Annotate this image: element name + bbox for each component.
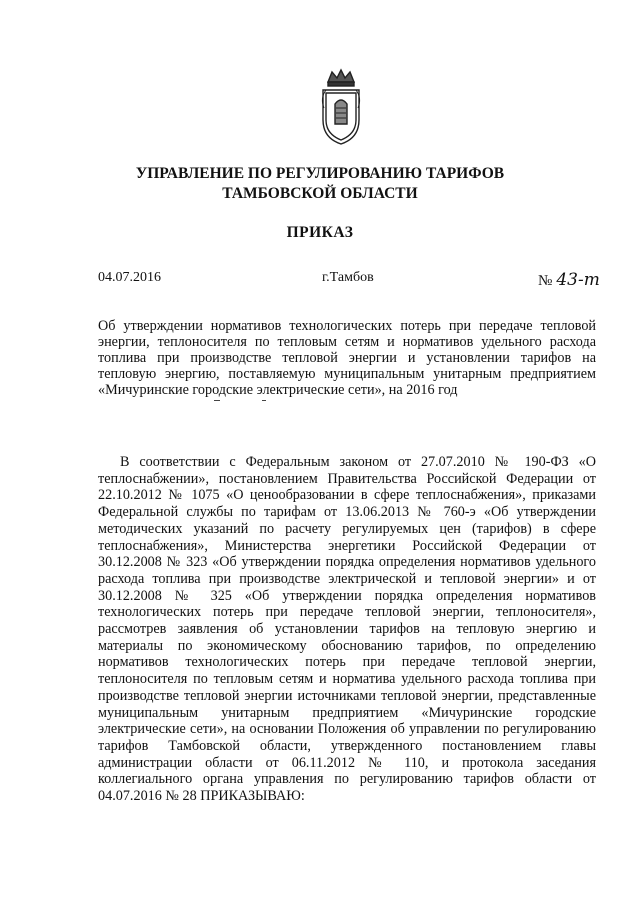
number-sign: № [538, 273, 553, 289]
order-city: г.Тамбов [322, 270, 374, 285]
stray-mark [262, 400, 266, 401]
agency-name [0, 164, 640, 204]
agency-name-line1: УПРАВЛЕНИЕ ПО РЕГУЛИРОВАНИЮ ТАРИФОВ [135, 165, 505, 182]
agency-name-line2: ТАМБОВСКОЙ ОБЛАСТИ [222, 185, 418, 202]
order-body: В соответствии с Федеральным законом от 27.07.2010 № 190-ФЗ «О теплоснабжении», постановлением Правительства Российской Федерации от 22.10.2012 № 1075 «О ценообразовании в сфере теплоснабжения», приказами Федеральной службы по тарифам от 13.06.2013 № 760-э «Об утверждении методических указаний по расчету регулируемых цен (тарифов) в сфере теплоснабжения», Министерства энергетики Российской Федерации от 30.12.2008 № 323 «Об утверждении порядка определения нормативов удельного расхода топлива при производстве электрической и тепловой энергии» и от 30.12.2008 № 325 «Об утверждении порядка определения нормативов технологических потерь при передаче тепловой энергии, теплоносителя», рассмотрев заявления об установлении тарифов на тепловую энергию и материалы по экономическому обоснованию тарифов, по определению нормативов технологических потерь при передаче тепловой энергии, теплоносителя по тепловым сетям и норматива удельного расхода топлива при производстве тепловой энергии источниками тепловой энергии, представленные муниципальным унитарным предприятием «Мичуринские городские электрические сети», на основании Положения об управлении по регулированию тарифов Тамбовской области, утвержденного постановлением главы администрации области от 06.11.2012 № 110, и протокола заседания коллегиального органа управления по регулированию тарифов области от 04.07.2016 № 28 ПРИКАЗЫВАЮ: [98, 454, 596, 805]
stray-mark [214, 400, 220, 401]
handwritten-number: 43-т [556, 270, 600, 290]
document-type: ПРИКАЗ [286, 224, 354, 241]
order-number [538, 270, 600, 290]
order-date: 04.07.2016 [98, 270, 161, 285]
order-subject: Об утверждении нормативов технологических потерь при передаче тепловой энергии, теплоносителя по тепловым сетям и нормативов удельного расхода топлива при производстве тепловой энергии и установлении тарифов на тепловую энергию, поставляемую муниципальным унитарным предприятием «Мичуринские городские электрические сети», на 2016 год [98, 318, 596, 398]
coat-of-arms-icon [318, 68, 364, 146]
